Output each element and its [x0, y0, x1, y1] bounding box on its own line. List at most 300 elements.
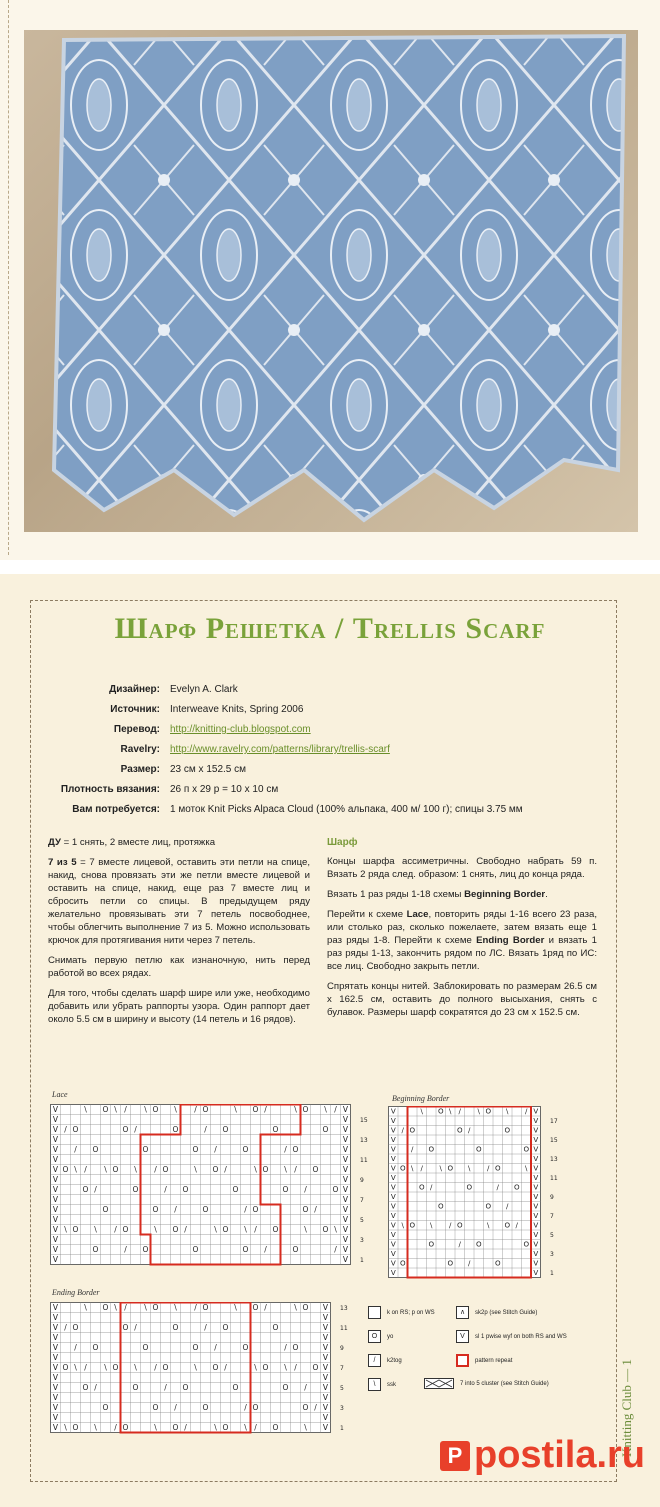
photo-section — [0, 0, 660, 560]
stitch-symbol: / — [84, 1164, 87, 1174]
row-number: 5 — [550, 1232, 554, 1240]
stitch-symbol: / — [224, 1362, 227, 1372]
stitch-symbol: V — [342, 1184, 349, 1194]
stitch-symbol: O — [485, 1201, 492, 1211]
stitch-symbol: V — [390, 1210, 396, 1220]
stitch-symbol: V — [52, 1352, 59, 1362]
stitch-symbol: V — [342, 1104, 349, 1114]
stitch-symbol: O — [409, 1125, 416, 1135]
stitch-symbol: O — [485, 1106, 492, 1116]
stitch-symbol: V — [322, 1382, 329, 1392]
stitch-symbol: \ — [214, 1422, 217, 1432]
paragraph: Спрятать концы нитей. Заблокировать по размерам 26.5 см x 162.5 см, оставить до полного высыхания, снять с булавок. Размеры шарф сократятся до 23 см x 152.5 см. — [327, 981, 597, 1018]
stitch-symbol: / — [449, 1220, 452, 1230]
page-title: Шарф Решетка / Trellis Scarf — [114, 612, 546, 645]
stitch-symbol: V — [322, 1332, 329, 1342]
stitch-symbol: / — [134, 1124, 137, 1134]
lace-scarf-illustration — [24, 30, 638, 532]
stitch-symbol: V — [533, 1201, 539, 1211]
stitch-symbol: V — [342, 1144, 349, 1154]
stitch-symbol: O — [222, 1124, 229, 1134]
stitch-symbol: \ — [174, 1302, 177, 1312]
dashed-margin — [8, 0, 10, 555]
stitch-symbol: / — [525, 1106, 528, 1116]
stitch-symbol: O — [523, 1239, 530, 1249]
stitch-symbol: V — [52, 1204, 59, 1214]
stitch-symbol: O — [72, 1422, 79, 1432]
stitch-symbol: O — [437, 1106, 444, 1116]
stitch-symbol: \ — [144, 1302, 147, 1312]
stitch-symbol: / — [64, 1124, 67, 1134]
stitch-symbol: O — [102, 1204, 109, 1214]
text: , повторить ряды 1-16 всего 23 раза, или столько раз, сколько пожелаете, затем вязать еще 1 раз ряды 1-8. Перейти к схеме — [327, 909, 597, 946]
stitch-symbol: O — [142, 1244, 149, 1254]
stitch-symbol: / — [174, 1204, 177, 1214]
stitch-symbol: / — [134, 1322, 137, 1332]
stitch-symbol: O — [122, 1322, 129, 1332]
stitch-symbol: / — [124, 1244, 127, 1254]
stitch-symbol: \ — [411, 1163, 414, 1173]
stitch-symbol: V — [533, 1163, 539, 1173]
stitch-symbol: / — [294, 1362, 297, 1372]
meta-key: Плотность вязания: — [60, 784, 160, 795]
chart-ref: Ending Border — [476, 935, 545, 946]
stitch-symbol: \ — [254, 1362, 257, 1372]
legend-yo — [368, 1330, 393, 1343]
stitch-symbol: V — [390, 1229, 396, 1239]
paragraph: Для того, чтобы сделать шарф шире или уже, необходимо добавить или убрать раппорты узора. Один раппорт дает около 5.5 см в ширину и высоту (14 петель и 16 рядов). — [48, 988, 310, 1025]
stitch-symbol: \ — [194, 1362, 197, 1372]
stitch-symbol: O — [242, 1144, 249, 1154]
legend-text: k on RS; p on WS — [387, 1309, 435, 1316]
stitch-symbol: V — [52, 1372, 59, 1382]
stitch-symbol: O — [92, 1244, 99, 1254]
stitch-symbol: O — [222, 1322, 229, 1332]
stitch-symbol: \ — [401, 1220, 404, 1230]
stitch-symbol: V — [342, 1164, 349, 1174]
legend-knit — [368, 1306, 435, 1319]
stitch-symbol: / — [204, 1124, 207, 1134]
stitch-symbol: / — [84, 1362, 87, 1372]
stitch-symbol: O — [192, 1342, 199, 1352]
stitch-symbol: O — [262, 1164, 269, 1174]
stitch-symbol: O — [102, 1302, 109, 1312]
stitch-symbol: V — [390, 1191, 396, 1201]
meta-key: Дизайнер: — [109, 684, 160, 695]
row-number: 5 — [340, 1385, 344, 1392]
stitch-symbol: V — [390, 1153, 396, 1163]
stitch-symbol: V — [533, 1267, 539, 1277]
stitch-symbol: V — [322, 1302, 329, 1312]
stitch-symbol: \ — [134, 1362, 137, 1372]
stitch-symbol: / — [254, 1224, 257, 1234]
stitch-symbol: O — [322, 1124, 329, 1134]
stitch-symbol: V — [52, 1194, 59, 1204]
stitch-symbol: V — [342, 1114, 349, 1124]
stitch-symbol: O — [302, 1402, 309, 1412]
meta-key: Размер: — [120, 764, 160, 775]
stitch-symbol: \ — [234, 1104, 237, 1114]
cluster-symbol-icon — [424, 1378, 454, 1389]
stitch-symbol: V — [322, 1342, 329, 1352]
row-number: 15 — [360, 1117, 368, 1124]
stitch-symbol: O — [212, 1164, 219, 1174]
stitch-symbol: O — [182, 1184, 189, 1194]
stitch-symbol: O — [523, 1144, 530, 1154]
stitch-symbol: / — [294, 1164, 297, 1174]
stitch-symbol: O — [252, 1302, 259, 1312]
stitch-symbol: \ — [94, 1224, 97, 1234]
stitch-symbol: V — [52, 1214, 59, 1224]
stitch-symbol: \ — [84, 1104, 87, 1114]
meta-value: Interweave Knits, Spring 2006 — [170, 704, 304, 715]
stitch-symbol: / — [334, 1244, 337, 1254]
legend-ssk — [368, 1378, 396, 1391]
stitch-symbol: O — [504, 1125, 511, 1135]
stitch-symbol: O — [192, 1144, 199, 1154]
stitch-symbol: O — [302, 1204, 309, 1214]
term: ДУ — [48, 837, 61, 848]
chart-ref: Lace — [406, 909, 429, 920]
stitch-symbol: \ — [254, 1164, 257, 1174]
stitch-symbol: V — [322, 1412, 329, 1422]
stitch-symbol: O — [232, 1184, 239, 1194]
meta-key: Источник: — [110, 704, 160, 715]
stitch-symbol: \ — [154, 1422, 157, 1432]
stitch-symbol: O — [72, 1322, 79, 1332]
stitch-symbol: O — [162, 1164, 169, 1174]
lace-chart — [50, 1104, 372, 1266]
stitch-symbol: O — [399, 1163, 406, 1173]
stitch-symbol: V — [322, 1322, 329, 1332]
stitch-symbol: / — [468, 1125, 471, 1135]
stitch-symbol: / — [411, 1144, 414, 1154]
stitch-symbol: O — [282, 1184, 289, 1194]
stitch-symbol: \ — [334, 1224, 337, 1234]
stitch-symbol: V — [342, 1124, 349, 1134]
stitch-symbol: O — [132, 1184, 139, 1194]
stitch-symbol: V — [52, 1244, 59, 1254]
stitch-symbol: V — [390, 1239, 396, 1249]
stitch-symbol: V — [322, 1402, 329, 1412]
stitch-symbol: V — [52, 1392, 59, 1402]
grid — [51, 1303, 331, 1433]
stitch-symbol: \ — [64, 1224, 67, 1234]
stitch-symbol: / — [164, 1382, 167, 1392]
lace-chart-label: Lace — [52, 1090, 68, 1099]
stitch-symbol: V — [533, 1106, 539, 1116]
legend-cluster — [424, 1378, 549, 1389]
stitch-symbol: V — [52, 1174, 59, 1184]
stitch-symbol: / — [94, 1184, 97, 1194]
sl1-symbol-icon: V — [456, 1330, 469, 1343]
stitch-symbol: O — [102, 1402, 109, 1412]
stitch-symbol: V — [533, 1210, 539, 1220]
stitch-symbol: \ — [114, 1104, 117, 1114]
knit-symbol-icon — [368, 1306, 381, 1319]
row-number: 3 — [550, 1251, 554, 1259]
stitch-symbol: O — [475, 1144, 482, 1154]
meta-row — [40, 740, 620, 760]
stitch-symbol: O — [112, 1164, 119, 1174]
stitch-symbol: / — [304, 1184, 307, 1194]
stitch-symbol: / — [114, 1224, 117, 1234]
stitch-symbol: \ — [304, 1224, 307, 1234]
row-number: 17 — [550, 1118, 558, 1126]
row-number: 1 — [360, 1257, 364, 1264]
stitch-symbol: \ — [244, 1422, 247, 1432]
stitch-symbol: V — [533, 1182, 539, 1192]
term-def: = 7 вместе лицевой, оставить эти петли на спице, накид, снова провязать эти же петли вместе лицевой и оставить на спице, накид, еще раз 7 вместе лиц и сбросить петли со спицы. В предыдущем ряду желательно провязывать эти 7 петель посвободнее, чтобы облегчить выполнение 7 из 5. Можно использовать крючок для протягивания нити через 7 петель. — [48, 857, 311, 946]
stitch-symbol: O — [162, 1362, 169, 1372]
stitch-symbol: \ — [244, 1224, 247, 1234]
row-number: 11 — [340, 1325, 348, 1332]
paragraph — [327, 888, 597, 901]
row-number: 13 — [550, 1156, 558, 1164]
stitch-symbol: O — [252, 1204, 259, 1214]
stitch-symbol: / — [314, 1402, 317, 1412]
stitch-symbol: O — [428, 1144, 435, 1154]
stitch-symbol: V — [533, 1239, 539, 1249]
stitch-symbol: O — [282, 1382, 289, 1392]
section-separator — [0, 560, 660, 574]
repeat-symbol-icon — [456, 1354, 469, 1367]
stitch-symbol: V — [342, 1204, 349, 1214]
stitch-symbol: V — [52, 1124, 59, 1134]
row-number: 7 — [360, 1197, 364, 1204]
stitch-symbol: V — [52, 1422, 59, 1432]
stitch-symbol: V — [52, 1224, 59, 1234]
stitch-symbol: O — [172, 1322, 179, 1332]
meta-value: 26 п x 29 р = 10 x 10 см — [170, 784, 279, 795]
stitch-symbol: V — [342, 1234, 349, 1244]
stitch-symbol: V — [52, 1164, 59, 1174]
stitch-symbol: V — [533, 1220, 539, 1230]
stitch-symbol: V — [342, 1194, 349, 1204]
stitch-symbol: V — [342, 1214, 349, 1224]
stitch-symbol: V — [533, 1144, 539, 1154]
stitch-symbol: O — [312, 1362, 319, 1372]
stitch-symbol: / — [430, 1182, 433, 1192]
stitch-symbol: \ — [74, 1362, 77, 1372]
meta-value: 1 моток Knit Picks Alpaca Cloud (100% альпака, 400 м/ 100 г); спицы 3.75 мм — [170, 804, 523, 815]
stitch-symbol: V — [52, 1382, 59, 1392]
stitch-symbol: V — [533, 1172, 539, 1182]
stitch-symbol: O — [399, 1258, 406, 1268]
ravelry-link[interactable]: http://www.ravelry.com/patterns/library/trellis-scarf — [170, 744, 390, 755]
stitch-symbol: O — [437, 1201, 444, 1211]
stitch-symbol: O — [272, 1124, 279, 1134]
scarf-photo — [24, 30, 638, 532]
text: и вязать 1 раз ряды 1-13, закончить рядом по ЛС. Вязать 1ряд по ИС: все лиц. Свободно закрыть петли. — [327, 935, 597, 972]
stitch-symbol: V — [533, 1125, 539, 1135]
grid — [51, 1105, 351, 1265]
stitch-symbol: V — [52, 1302, 59, 1312]
row-number: 9 — [340, 1345, 344, 1352]
grid — [389, 1106, 541, 1277]
stitch-symbol: O — [447, 1258, 454, 1268]
stitch-symbol: O — [332, 1184, 339, 1194]
stitch-symbol: / — [224, 1164, 227, 1174]
stitch-symbol: \ — [84, 1302, 87, 1312]
stitch-symbol: O — [142, 1342, 149, 1352]
stitch-symbol: O — [82, 1382, 89, 1392]
stitch-symbol: V — [533, 1191, 539, 1201]
stitch-symbol: O — [272, 1224, 279, 1234]
stitch-symbol: V — [342, 1254, 349, 1264]
stitch-symbol: O — [172, 1422, 179, 1432]
row-number: 1 — [340, 1425, 344, 1432]
stitch-symbol: O — [272, 1422, 279, 1432]
legend-sl1 — [456, 1330, 567, 1343]
stitch-symbol: \ — [420, 1106, 423, 1116]
chart-ref: Beginning Border — [464, 889, 546, 900]
meta-row — [40, 700, 620, 720]
stitch-symbol: O — [292, 1144, 299, 1154]
beginning-chart-label: Beginning Border — [392, 1094, 450, 1103]
stitch-symbol: V — [52, 1144, 59, 1154]
postila-logo-icon: P — [440, 1441, 470, 1471]
stitch-symbol: O — [202, 1104, 209, 1114]
meta-key: Вам потребуется: — [72, 804, 160, 815]
stitch-symbol: \ — [324, 1104, 327, 1114]
row-number: 13 — [360, 1137, 368, 1144]
stitch-symbol: \ — [194, 1164, 197, 1174]
stitch-symbol: O — [428, 1239, 435, 1249]
stitch-symbol: / — [94, 1382, 97, 1392]
k2tog-symbol-icon: / — [368, 1354, 381, 1367]
stitch-symbol: O — [152, 1302, 159, 1312]
stitch-symbol: V — [52, 1134, 59, 1144]
term-def: = 1 снять, 2 вместе лиц, протяжка — [60, 837, 216, 848]
stitch-symbol: V — [390, 1248, 396, 1258]
stitch-symbol: O — [475, 1239, 482, 1249]
stitch-symbol: V — [533, 1229, 539, 1239]
stitch-symbol: O — [182, 1382, 189, 1392]
translation-link[interactable]: http://knitting-club.blogspot.com — [170, 724, 311, 735]
stitch-symbol: / — [264, 1104, 267, 1114]
stitch-symbol: O — [122, 1124, 129, 1134]
meta-row — [40, 780, 620, 800]
stitch-symbol: \ — [104, 1362, 107, 1372]
legend-text: k2tog — [387, 1357, 402, 1364]
stitch-symbol: \ — [144, 1104, 147, 1114]
stitch-symbol: V — [533, 1134, 539, 1144]
stitch-symbol: O — [222, 1224, 229, 1234]
stitch-symbol: O — [466, 1182, 473, 1192]
stitch-symbol: V — [52, 1312, 59, 1322]
stitch-symbol: O — [409, 1220, 416, 1230]
stitch-symbol: V — [52, 1322, 59, 1332]
legend-text: ssk — [387, 1381, 396, 1388]
stitch-symbol: / — [74, 1342, 77, 1352]
stitch-symbol: O — [122, 1224, 129, 1234]
stitch-symbol: V — [390, 1182, 396, 1192]
stitch-symbol: / — [284, 1144, 287, 1154]
stitch-symbol: O — [152, 1104, 159, 1114]
stitch-symbol: V — [390, 1134, 396, 1144]
stitch-symbol: V — [390, 1172, 396, 1182]
meta-value: 23 см x 152.5 см — [170, 764, 247, 775]
stitch-symbol: O — [202, 1402, 209, 1412]
stitch-symbol: O — [62, 1164, 69, 1174]
stitch-symbol: \ — [284, 1164, 287, 1174]
stitch-symbol: O — [112, 1362, 119, 1372]
stitch-symbol: O — [122, 1422, 129, 1432]
stitch-symbol: O — [192, 1244, 199, 1254]
stitch-symbol: O — [172, 1124, 179, 1134]
stitch-symbol: V — [342, 1134, 349, 1144]
stitch-symbol: O — [92, 1342, 99, 1352]
row-number: 3 — [360, 1237, 364, 1244]
stitch-symbol: / — [154, 1362, 157, 1372]
section-heading: Шарф — [327, 837, 358, 848]
row-number: 1 — [550, 1270, 554, 1278]
stitch-symbol: / — [458, 1239, 461, 1249]
stitch-symbol: / — [154, 1164, 157, 1174]
meta-value: Evelyn A. Clark — [170, 684, 238, 695]
stitch-symbol: \ — [449, 1106, 452, 1116]
stitch-symbol: / — [204, 1322, 207, 1332]
meta-key: Перевод: — [113, 724, 160, 735]
stitch-symbol: V — [52, 1114, 59, 1124]
stitch-symbol: / — [515, 1220, 518, 1230]
stitch-symbol: / — [264, 1244, 267, 1254]
stitch-symbol: / — [124, 1302, 127, 1312]
stitch-symbol: O — [82, 1184, 89, 1194]
stitch-symbol: V — [52, 1234, 59, 1244]
stitch-symbol: / — [124, 1104, 127, 1114]
ending-chart-label: Ending Border — [52, 1288, 100, 1297]
term: 7 из 5 — [48, 857, 77, 868]
stitch-symbol: / — [314, 1204, 317, 1214]
stitch-symbol: / — [164, 1184, 167, 1194]
stitch-symbol: O — [172, 1224, 179, 1234]
stitch-symbol: / — [194, 1104, 197, 1114]
stitch-symbol: / — [214, 1342, 217, 1352]
stitch-symbol: V — [390, 1125, 396, 1135]
stitch-symbol: V — [322, 1372, 329, 1382]
stitch-symbol: / — [64, 1322, 67, 1332]
stitch-symbol: / — [214, 1144, 217, 1154]
stitch-symbol: / — [284, 1342, 287, 1352]
stitch-symbol: V — [342, 1224, 349, 1234]
stitch-symbol: \ — [134, 1164, 137, 1174]
legend-text: sl 1 pwise wyf on both RS and WS — [475, 1333, 567, 1340]
stitch-symbol: / — [264, 1302, 267, 1312]
legend-text: yo — [387, 1333, 394, 1340]
stitch-symbol: V — [342, 1174, 349, 1184]
pattern-page — [0, 574, 660, 1507]
row-number: 13 — [340, 1305, 348, 1312]
stitch-symbol: V — [52, 1332, 59, 1342]
beginning-border-chart — [388, 1106, 590, 1286]
stitch-symbol: O — [242, 1342, 249, 1352]
stitch-symbol: O — [456, 1220, 463, 1230]
stitch-symbol: O — [494, 1163, 501, 1173]
paragraph — [48, 856, 310, 947]
instructions-right — [327, 836, 597, 1026]
stitch-symbol: \ — [468, 1163, 471, 1173]
stitch-symbol: / — [401, 1125, 404, 1135]
stitch-symbol: \ — [284, 1362, 287, 1372]
row-number: 9 — [360, 1177, 364, 1184]
stitch-symbol: / — [496, 1182, 499, 1192]
stitch-symbol: \ — [154, 1224, 157, 1234]
row-number: 5 — [360, 1217, 364, 1224]
stitch-symbol: O — [202, 1204, 209, 1214]
stitch-symbol: / — [458, 1106, 461, 1116]
